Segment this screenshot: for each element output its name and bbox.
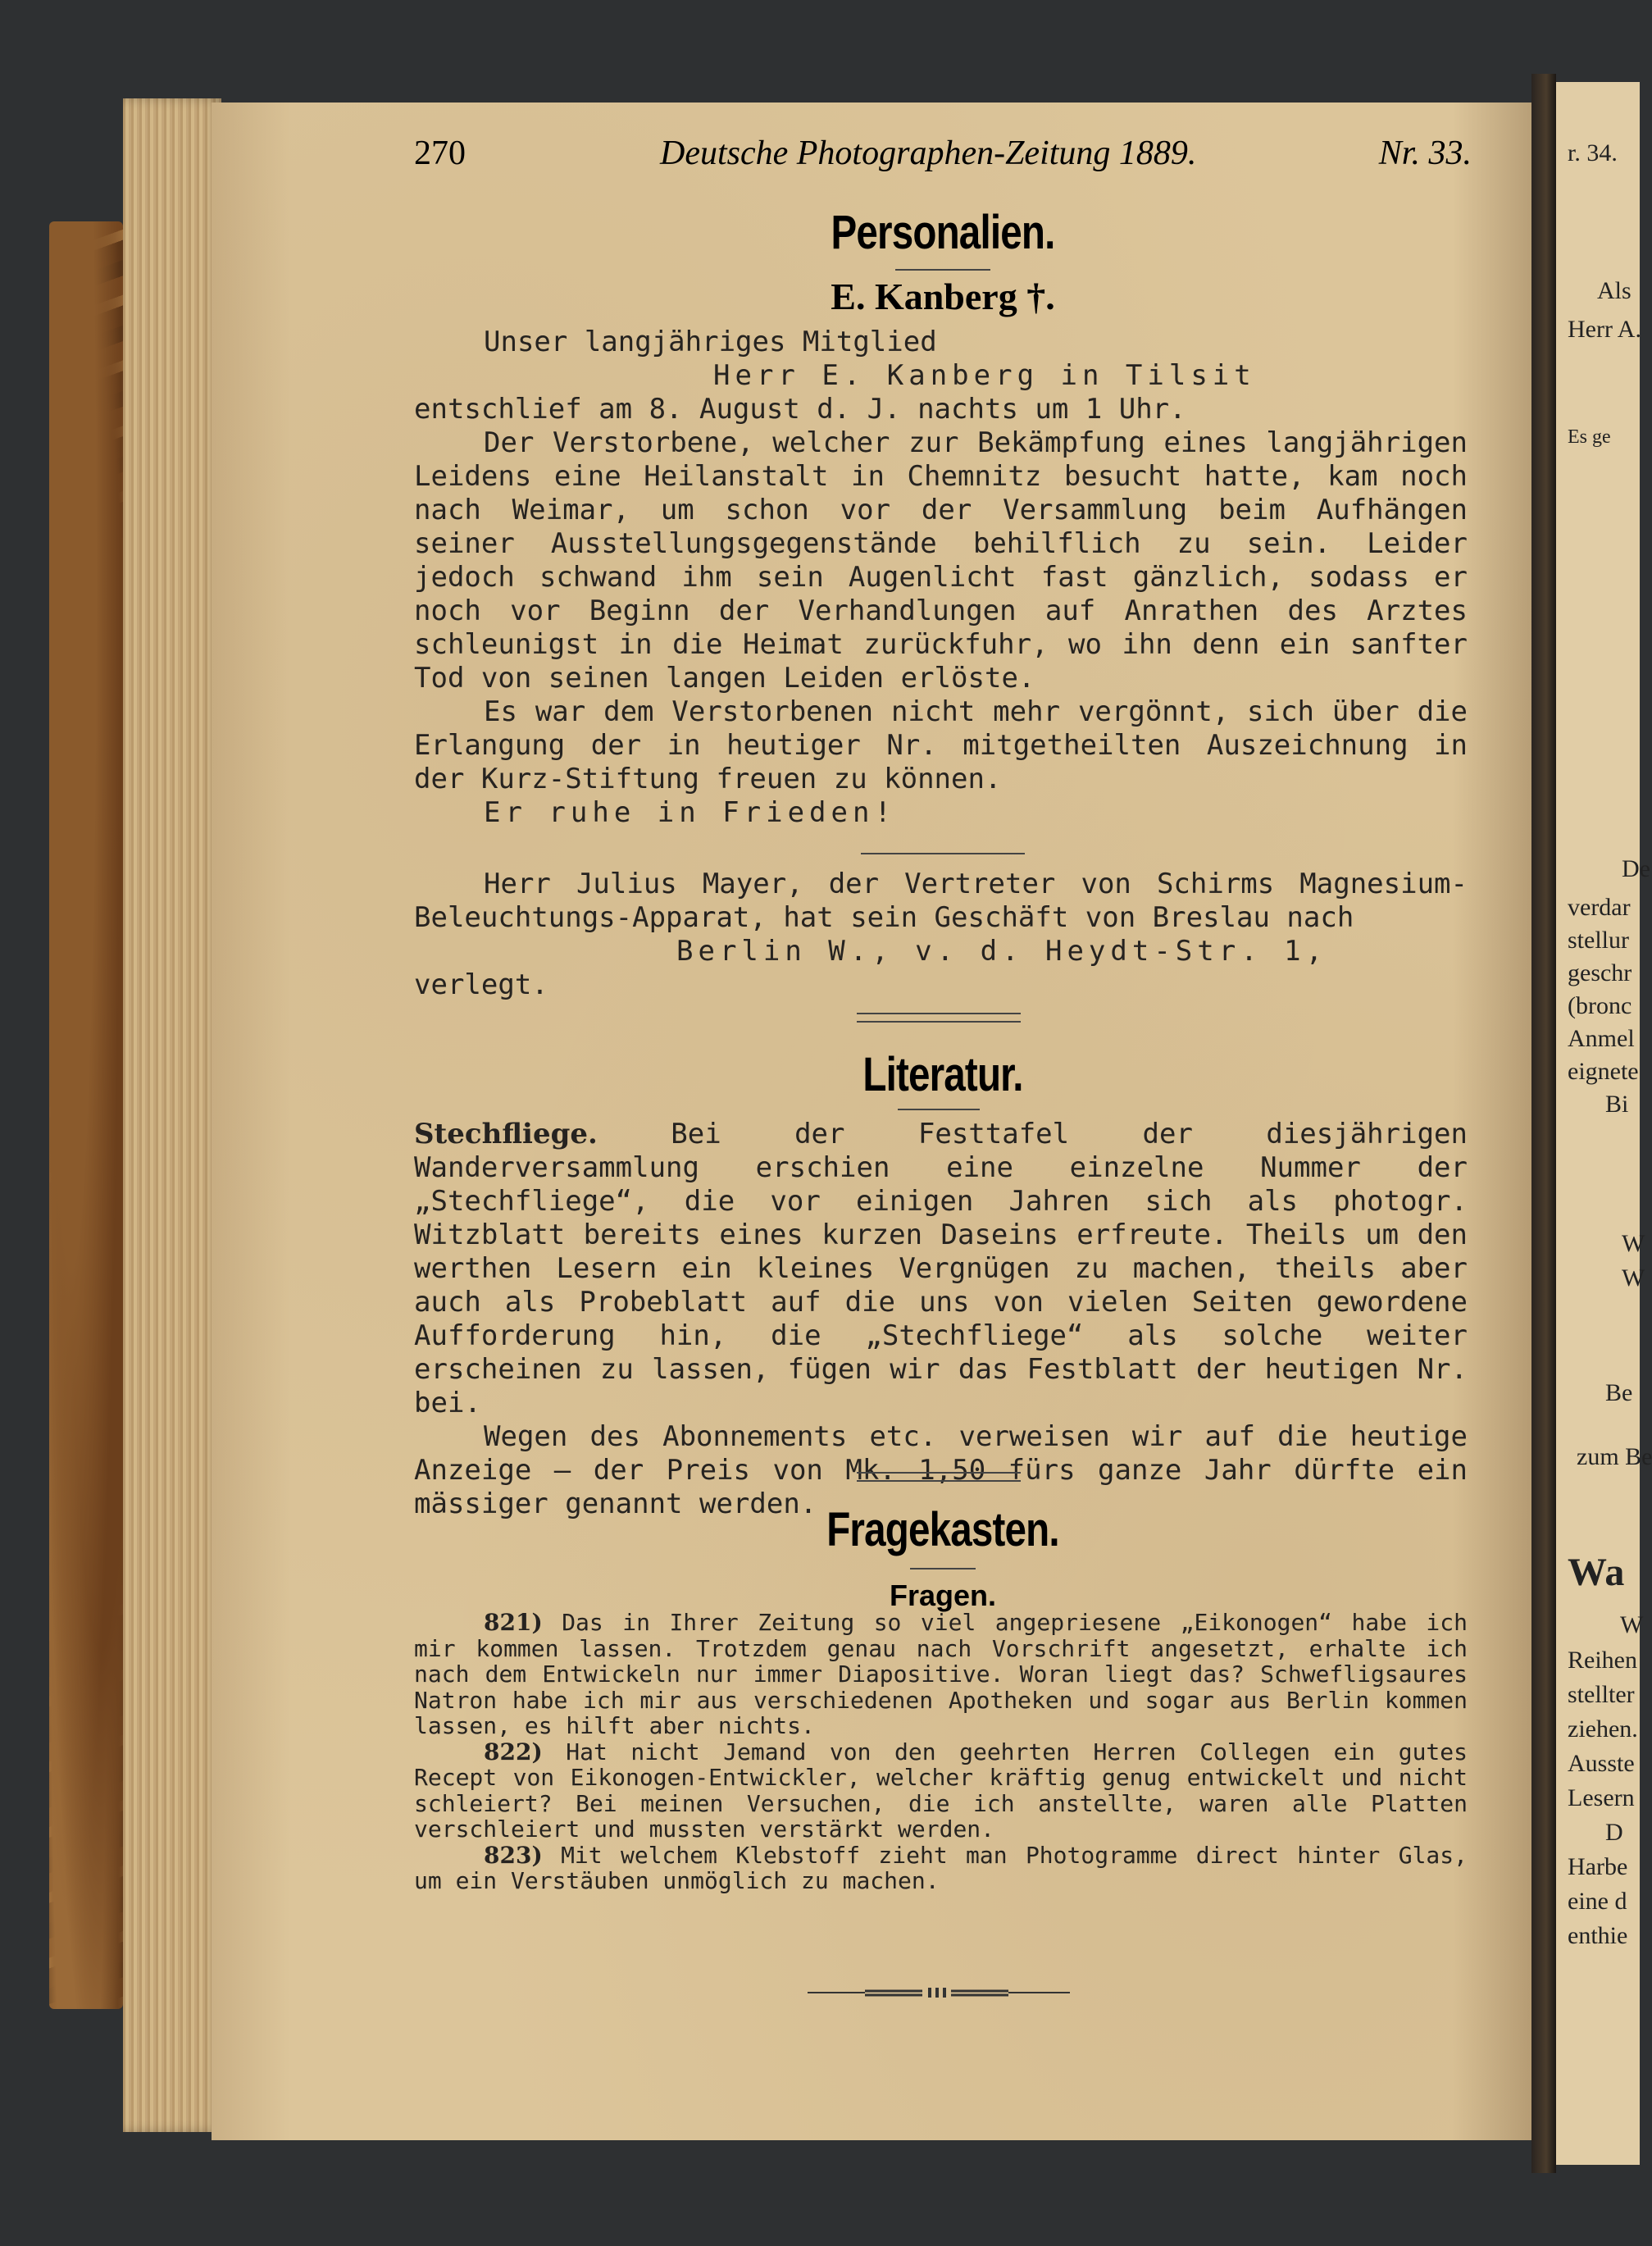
- literatur-text: [414, 1118, 1468, 1521]
- obituary-paragraph: Der Verstorbene, welcher zur Bekämpfung eines langjährigen Leidens eine Heilanstalt in Chemnitz besucht hatte, kam noch nach Weimar, um schon vor der Versammlung beim Aufhängen seiner Ausstellungsgegenstände behilflich zu sein. Leider jedoch schwand ihm sein Augenlicht fast gänzlich, sodass er noch vor Beginn der Verhandlungen auf Anrathen des Arztes schleunigst in die Heimat zurückfuhr, wo ihn denn ein sanfter Tod von seinen langen Leiden erlöste.: [414, 426, 1468, 695]
- obituary-paragraph: Es war dem Verstorbenen nicht mehr vergönnt, sich über die Erlangung der in heutiger Nr. mitgetheilten Auszeichnung in der Kurz-Stiftung freuen zu können.: [414, 695, 1468, 795]
- facing-text: Ausste: [1568, 1750, 1635, 1777]
- obituary-line: Unser langjähriges Mitglied: [484, 326, 937, 358]
- question-821: [414, 1610, 1468, 1739]
- title-rule: [910, 1568, 976, 1569]
- page-stack-edge: [123, 98, 221, 2132]
- facing-text: ziehen.: [1568, 1715, 1638, 1743]
- question-text: Hat nicht Jemand von den geehrten Herren Collegen ein gutes Recept von Eikonogen-Entwickler, welcher kräftig genug entwickelt und nicht schleiert? Bei meinen Versuchen, die ich anstellte, waren alle Platten verschleiert und mussten verstärkt werden.: [414, 1738, 1468, 1843]
- literatur-paragraph: [414, 1118, 1468, 1420]
- mayer-paragraph: Herr Julius Mayer, der Vertreter von Schirms Magnesium-Beleuchtungs-Apparat, hat sein Geschäft von Breslau nach: [414, 868, 1468, 934]
- facing-text: Bi: [1605, 1091, 1629, 1118]
- closing-ornament: [808, 1987, 1070, 1998]
- section-divider: [861, 853, 1025, 854]
- facing-text: D: [1605, 1819, 1623, 1846]
- mayer-notice: [414, 868, 1468, 1002]
- obituary-name-line: Herr E. Kanberg in Tilsit: [713, 359, 1256, 392]
- facing-text: Reihen: [1568, 1647, 1637, 1674]
- section-title-personalien: Personalien.: [831, 206, 1055, 259]
- facing-text: Es ge: [1568, 426, 1611, 448]
- obituary-rip: Er ruhe in Frieden!: [484, 796, 896, 829]
- facing-text: W: [1620, 1611, 1644, 1638]
- facing-text: verdar: [1568, 894, 1631, 921]
- page-number: 270: [414, 134, 466, 172]
- facing-text: (bronc: [1568, 992, 1632, 1019]
- journal-title: Deutsche Photographen-Zeitung 1889.: [660, 134, 1197, 172]
- facing-text: Als: [1597, 277, 1632, 304]
- questions-list: [414, 1610, 1468, 1894]
- title-rule: [895, 269, 990, 271]
- facing-text: eine d: [1568, 1888, 1627, 1915]
- question-number: 822): [484, 1738, 543, 1765]
- facing-text: Wa: [1568, 1551, 1625, 1594]
- marbled-book-edge: [49, 221, 123, 2009]
- facing-text: enthie: [1568, 1922, 1628, 1949]
- facing-text: r. 34.: [1568, 139, 1618, 166]
- double-rule-divider: [857, 1472, 1021, 1482]
- facing-text: W: [1622, 1230, 1645, 1257]
- question-822: [414, 1739, 1468, 1843]
- obituary-text: [414, 326, 1468, 830]
- issue-number: Nr. 33.: [1378, 134, 1472, 172]
- mayer-address: Berlin W., v. d. Heydt-Str. 1,: [676, 935, 1328, 968]
- mayer-end: verlegt.: [414, 968, 548, 1001]
- facing-text: Be: [1605, 1379, 1633, 1406]
- obituary-line: entschlief am 8. August d. J. nachts um 1 Uhr.: [414, 393, 1186, 426]
- facing-text: zum Be: [1577, 1443, 1652, 1470]
- keyword-stechfliege: Stechfliege.: [414, 1118, 598, 1150]
- fragen-heading: Fragen.: [889, 1579, 997, 1612]
- facing-text: Anmel: [1568, 1025, 1635, 1052]
- facing-text: Lesern: [1568, 1784, 1635, 1811]
- facing-text: Herr A.: [1568, 316, 1641, 343]
- facing-text: stellter: [1568, 1681, 1635, 1708]
- book-gutter: [1531, 74, 1556, 2173]
- running-head: [414, 134, 1472, 175]
- question-number: 821): [484, 1609, 543, 1636]
- facing-text: W: [1622, 1264, 1645, 1292]
- facing-text: stellur: [1568, 927, 1629, 954]
- facing-text: eignete: [1568, 1058, 1639, 1085]
- facing-text: De: [1622, 855, 1650, 882]
- obituary-heading: E. Kanberg †.: [831, 276, 1055, 317]
- literatur-body: Bei der Festtafel der diesjährigen Wanderversammlung erschien eine einzelne Nummer der „Stechfliege“, die vor einigen Jahren sich als photogr. Witzblatt bereits eines kurzen Daseins erfreute. Theils um den werthen Lesern ein kleines Vergnügen zu machen, theils aber auch als Probeblatt auf die uns von vielen Seiten gewordene Aufforderung hin, die „Stechfliege“ als solche weiter erscheinen zu lassen, fügen wir das Festblatt der heutigen Nr. bei.: [414, 1118, 1468, 1419]
- question-text: Das in Ihrer Zeitung so viel angepriesene „Eikonogen“ habe ich mir kommen lassen. Trotzdem genau nach Vorschrift angesetzt, erhalte ich nach dem Entwickeln nur immer Diapositive. Woran liegt das? Schwefligsaures Natron habe ich mir aus verschiedenen Apotheken und sogar aus Berlin kommen lassen, es hilft aber nichts.: [414, 1609, 1468, 1739]
- facing-page-fragment: [1556, 82, 1652, 2165]
- question-823: [414, 1843, 1468, 1894]
- double-rule-divider: [857, 1013, 1021, 1023]
- facing-text: Harbe: [1568, 1853, 1628, 1880]
- section-title-fragekasten: Fragekasten.: [826, 1503, 1059, 1556]
- title-rule: [898, 1109, 980, 1110]
- question-number: 823): [484, 1841, 543, 1869]
- question-text: Mit welchem Klebstoff zieht man Photogramme direct hinter Glas, um ein Verstäuben unmöglich zu machen.: [414, 1841, 1468, 1894]
- section-title-literatur: Literatur.: [862, 1048, 1023, 1101]
- literatur-paragraph: Wegen des Abonnements etc. verweisen wir auf die heutige Anzeige — der Preis von Mk. 1,50 fürs ganze Jahr dürfte ein mässiger genannt werden.: [414, 1420, 1468, 1520]
- facing-text: geschr: [1568, 959, 1632, 986]
